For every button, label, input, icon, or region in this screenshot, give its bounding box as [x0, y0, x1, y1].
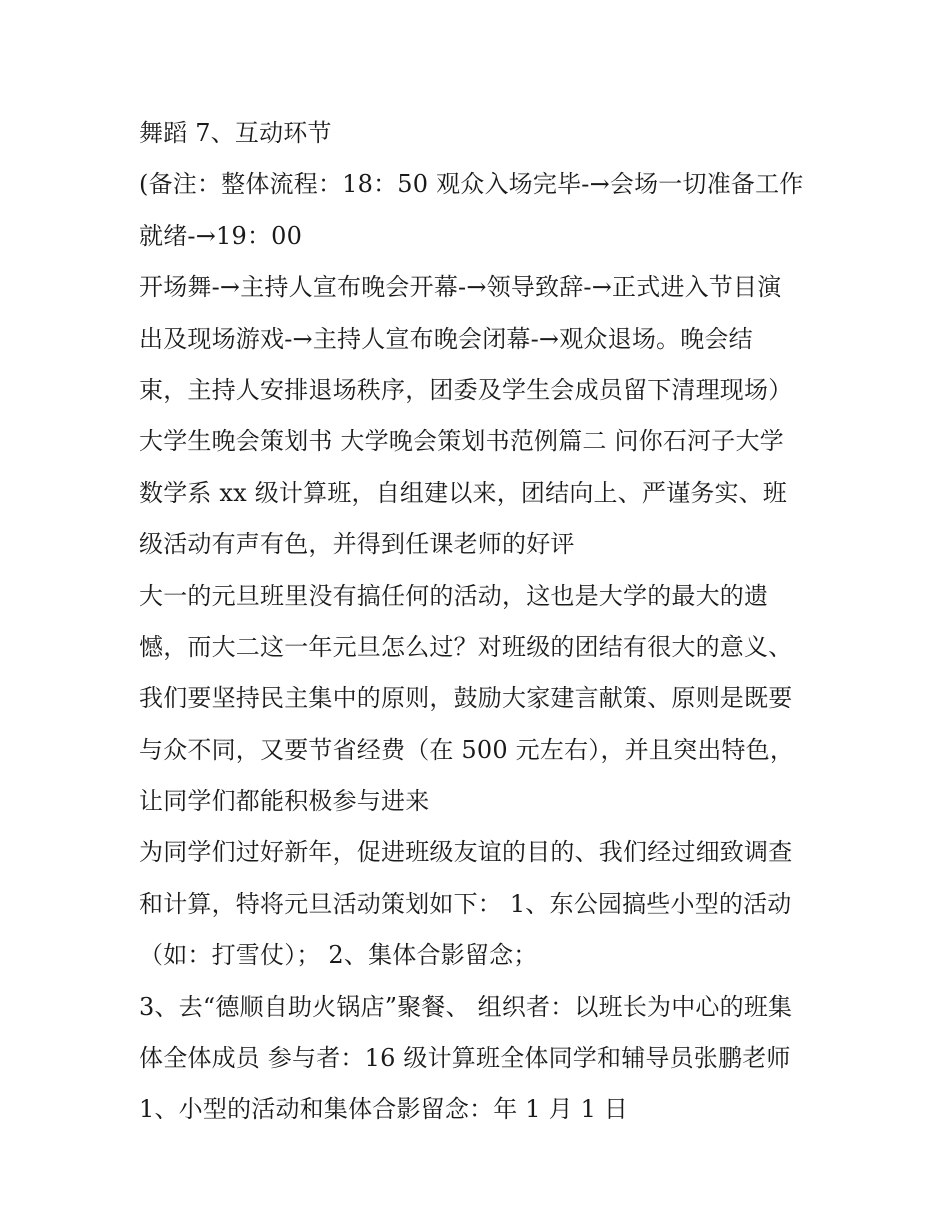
text-line: 体全体成员 参与者：16 级计算班全体同学和辅导员张鹏老师: [139, 1044, 791, 1073]
text-line: 让同学们都能积极参与进来: [139, 787, 430, 816]
text-line: 开场舞-→主持人宣布晚会开幕-→领导致辞-→正式进入节目演: [139, 273, 782, 302]
text-line: 束，主持人安排退场秩序，团委及学生会成员留下清理现场）: [139, 375, 793, 404]
text-line: 数学系 xx 级计算班，自组建以来，团结向上、严谨务实、班: [139, 478, 788, 507]
text-line: 出及现场游戏-→主持人宣布晚会闭幕-→观众退场。晚会结: [139, 324, 753, 353]
text-line: 与众不同，又要节省经费（在 500 元左右），并且突出特色，: [139, 735, 795, 764]
text-line: 和计算，特将元旦活动策划如下： 1、东公园搞些小型的活动: [139, 889, 792, 918]
text-line: 1、小型的活动和集体合影留念：年 1 月 1 日: [139, 1095, 629, 1124]
text-line: 憾，而大二这一年元旦怎么过？对班级的团结有很大的意义、: [139, 632, 793, 661]
text-line: 舞蹈 7、互动环节: [139, 119, 332, 147]
text-line: 为同学们过好新年，促进班级友谊的目的、我们经过细致调查: [139, 838, 793, 867]
text-line: 就绪-→19：00: [139, 221, 303, 250]
text-line: （如：打雪仗）； 2、集体合影留念；: [139, 941, 538, 970]
text-line: 级活动有声有色，并得到任课老师的好评: [139, 530, 575, 559]
document-body: [139, 108, 839, 1136]
text-line: 大学生晚会策划书 大学晚会策划书范例篇二 问你石河子大学: [139, 427, 784, 456]
text-line: 3、去“德顺自助火锅店”聚餐、 组织者：以班长为中心的班集: [139, 992, 793, 1021]
text-line: (备注：整体流程：18：50 观众入场完毕-→会场一切准备工作: [139, 170, 804, 199]
text-line: 我们要坚持民主集中的原则，鼓励大家建言献策、原则是既要: [139, 684, 793, 713]
text-line: 大一的元旦班里没有搞任何的活动，这也是大学的最大的遗: [139, 581, 769, 610]
